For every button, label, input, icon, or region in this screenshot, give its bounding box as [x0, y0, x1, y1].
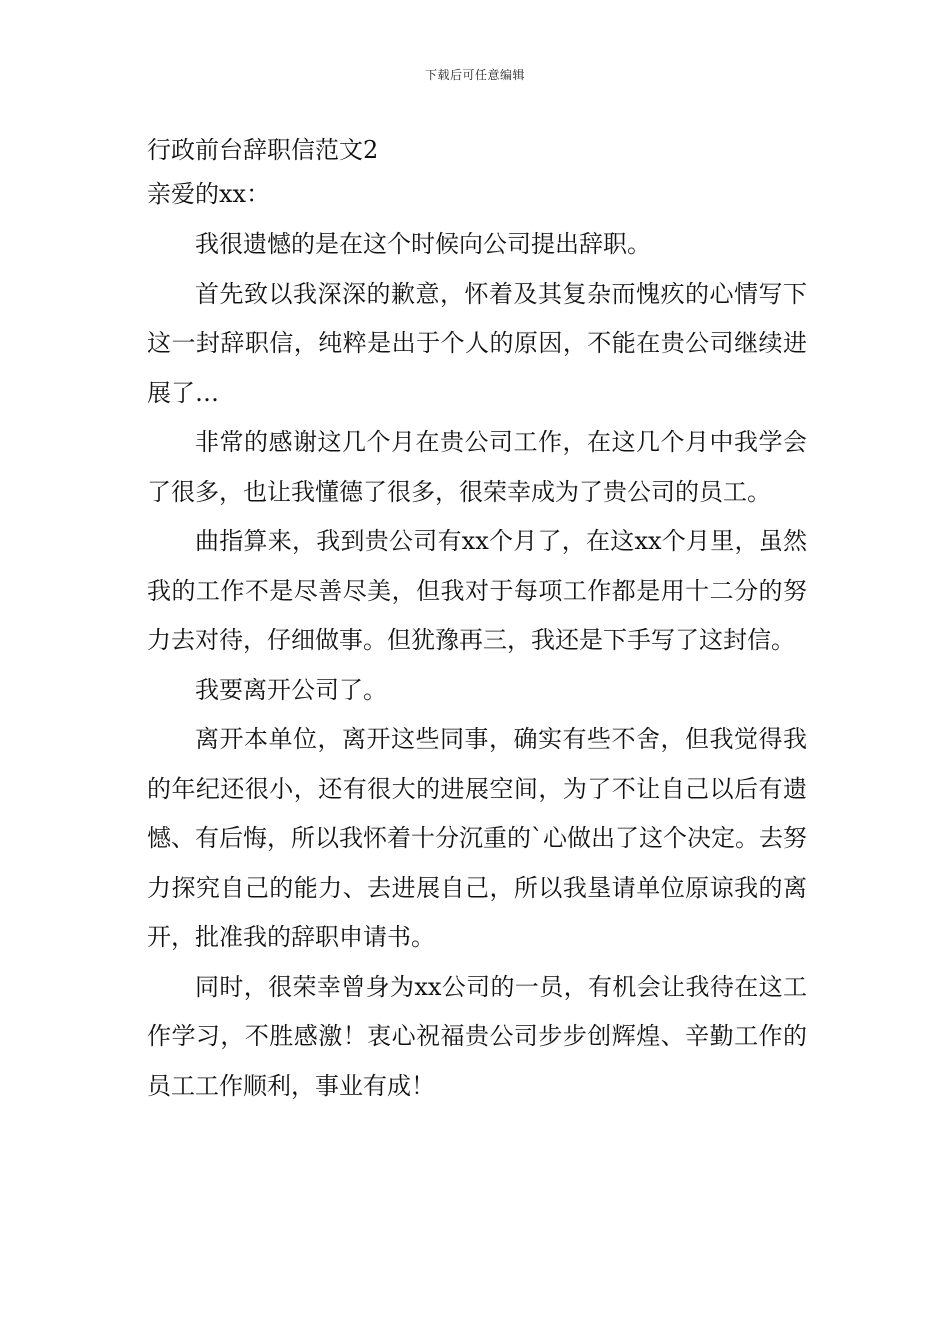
- paragraph-3: 非常的感谢这几个月在贵公司工作，在这几个月中我学会了很多，也让我懂德了很多，很荣幸成为了贵公司的员工。: [147, 428, 807, 506]
- paragraph-2: 首先致以我深深的歉意，怀着及其复杂而愧疚的心情写下这一封辞职信，纯粹是出于个人的原因，不能在贵公司继续进展了…: [147, 279, 807, 407]
- salutation: 亲爱的xx：: [147, 180, 271, 208]
- header-note: 下载后可任意编辑: [424, 68, 525, 82]
- paragraph-5: 我要离开公司了。: [195, 675, 387, 704]
- paragraph-6: 离开本单位，离开这些同事，确实有些不舍，但我觉得我的年纪还很小，还有很大的进展空间，为了不让自己以后有遗憾、有后悔，所以我怀着十分沉重的`心做出了这个决定。去努力探究自己的能力、去进展自己，所以我垦请单位原谅我的离开，批准我的辞职申请书。: [147, 725, 807, 951]
- paragraph-4: 曲指算来，我到贵公司有xx个月了，在这xx个月里，虽然我的工作不是尽善尽美，但我对于每项工作都是用十二分的努力去对待，仔细做事。但犹豫再三，我还是下手写了这封信。: [147, 527, 807, 654]
- paragraph-1: 我很遗憾的是在这个时候向公司提出辞职。: [195, 230, 651, 258]
- document-body: [147, 128, 807, 1111]
- document-title: 行政前台辞职信范文2: [147, 136, 379, 164]
- paragraph-7: 同时，很荣幸曾身为xx公司的一员，有机会让我待在这工作学习，不胜感激！衷心祝福贵公司步步创辉煌、辛勤工作的员工工作顺利，事业有成！: [147, 972, 807, 1100]
